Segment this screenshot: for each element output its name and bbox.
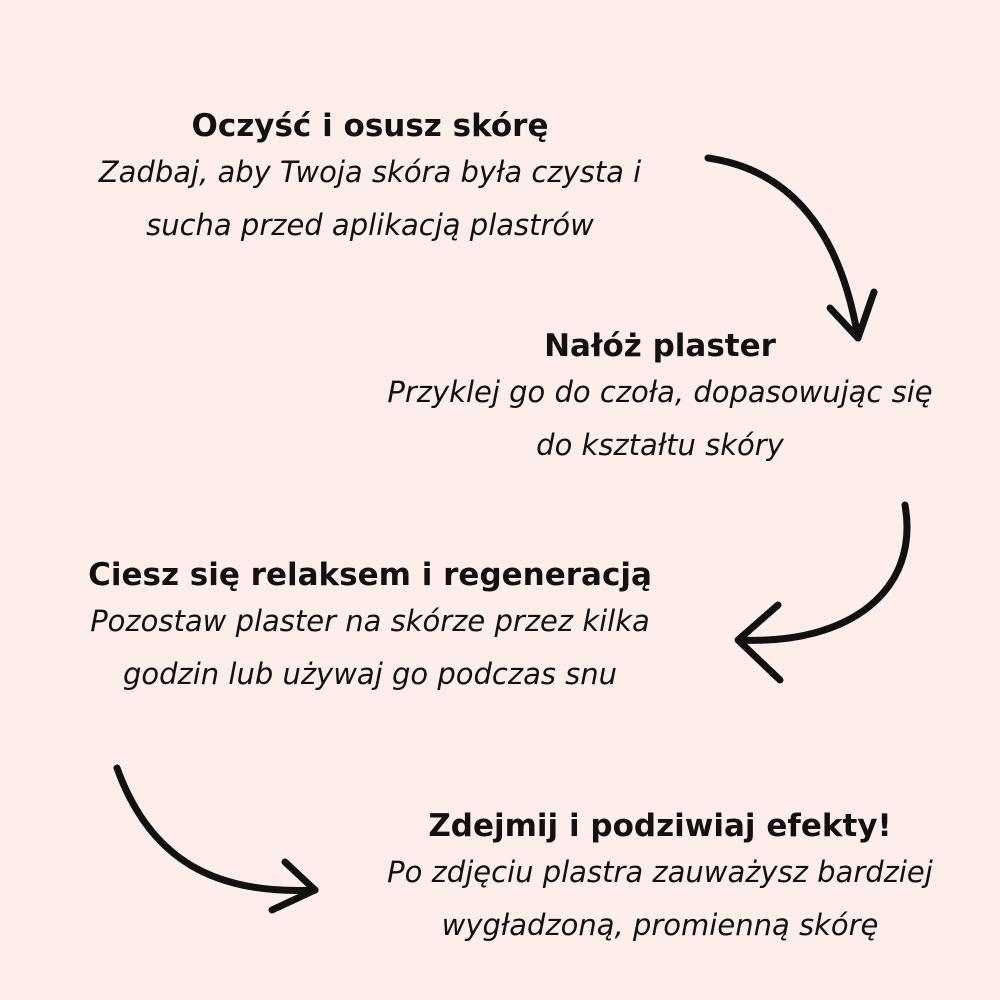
step-3-title: Ciesz się relaksem i regeneracją <box>88 557 652 593</box>
step-3-description-line-1: Pozostaw plaster na skórze przez kilka <box>90 604 650 638</box>
step-4-description <box>330 846 990 952</box>
step-2-title: Nałóż plaster <box>544 328 776 364</box>
step-2-description-line-1: Przyklej go do czoła, dopasowując się <box>387 375 933 409</box>
step-2-description-line-2: do kształtu skóry <box>536 428 784 462</box>
step-3-description <box>30 595 710 701</box>
step-3 <box>30 555 710 701</box>
step-2-description <box>340 366 980 472</box>
curved-arrow-icon <box>117 768 315 910</box>
step-3-description-line-2: godzin lub używaj go podczas snu <box>122 657 618 691</box>
curved-arrow-icon <box>708 158 874 338</box>
step-1-title: Oczyść i osusz skórę <box>191 108 549 144</box>
curved-arrow-icon <box>738 505 907 680</box>
step-4-description-line-2: wygładzoną, promienną skórę <box>441 908 879 942</box>
step-1 <box>40 106 700 252</box>
step-4-title: Zdejmij i podziwiaj efekty! <box>428 808 892 844</box>
step-1-description <box>40 146 700 252</box>
step-4 <box>330 806 990 952</box>
step-1-description-line-1: Zadbaj, aby Twoja skóra była czysta i <box>98 155 642 189</box>
step-4-description-line-1: Po zdjęciu plastra zauważysz bardziej <box>387 855 933 889</box>
step-1-description-line-2: sucha przed aplikacją plastrów <box>146 208 594 242</box>
step-2 <box>340 326 980 472</box>
